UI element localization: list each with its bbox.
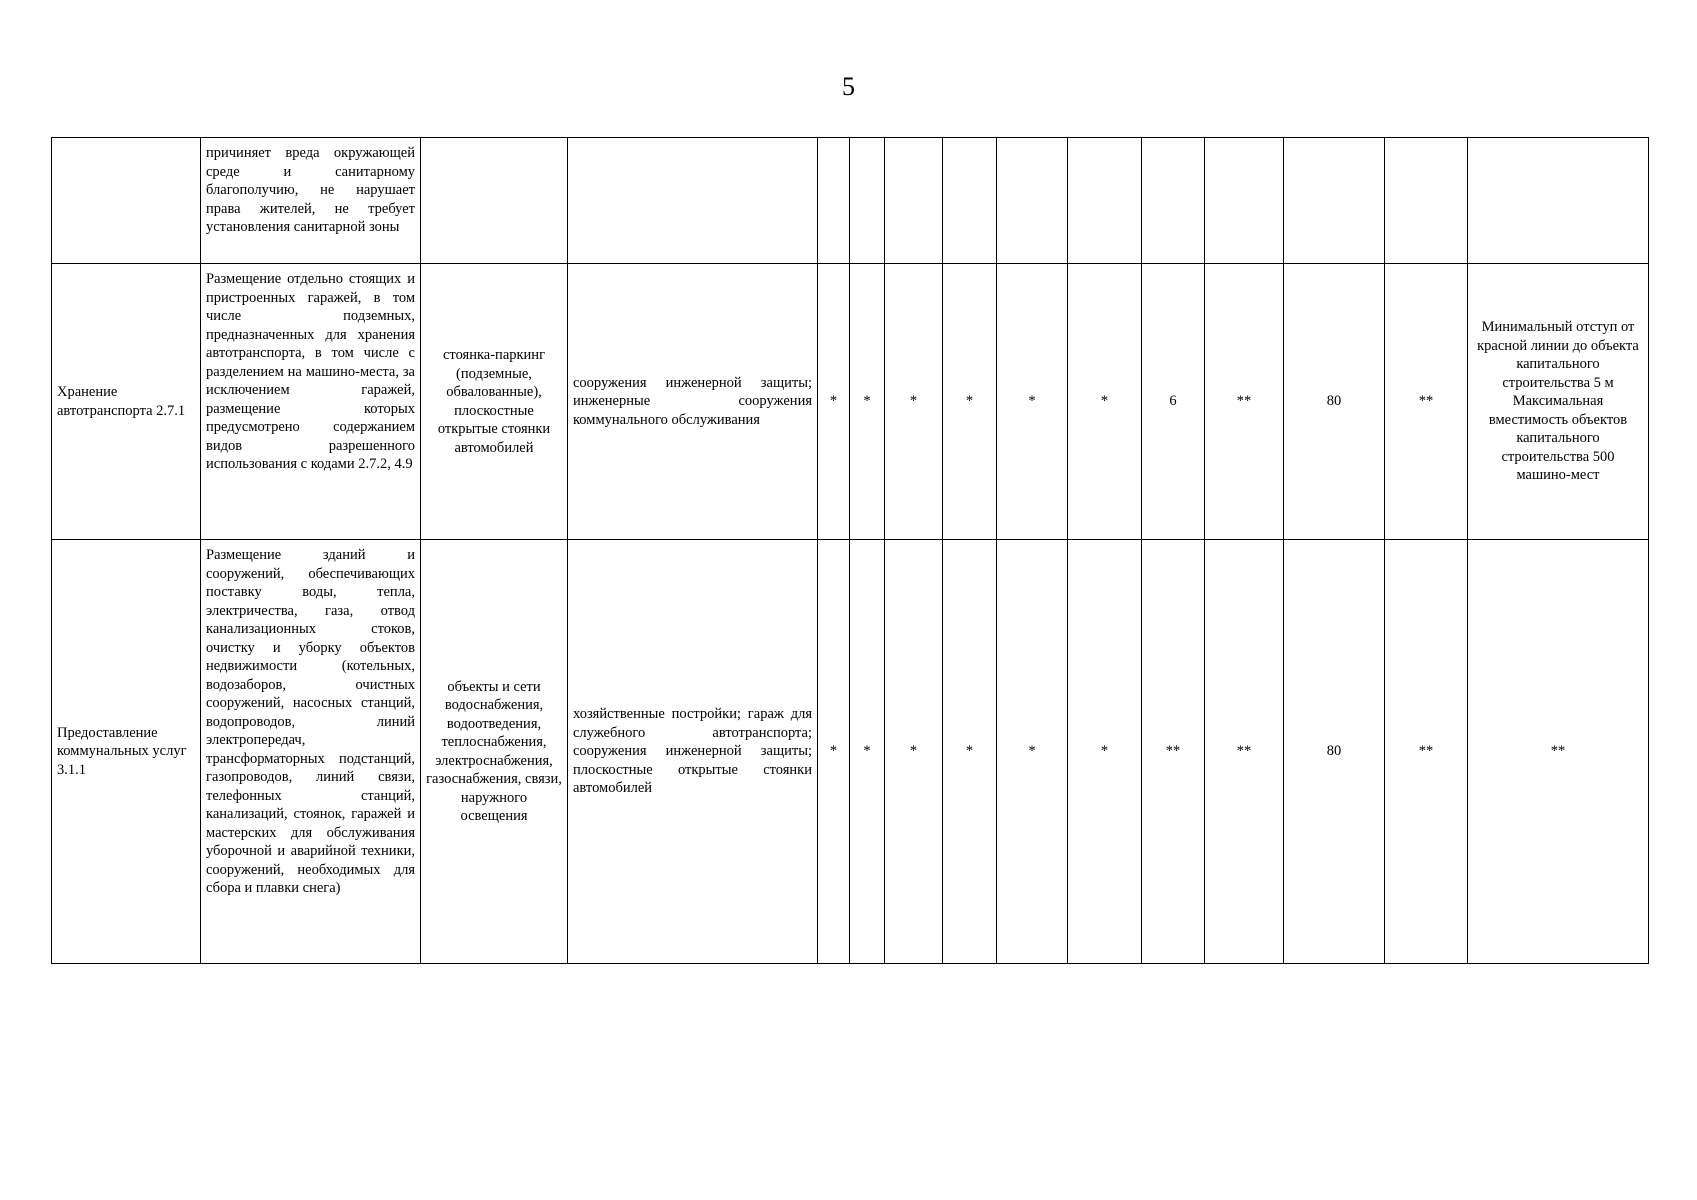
param-cell: * [850, 540, 885, 964]
param-cell: ** [1385, 540, 1468, 964]
param-cell [850, 138, 885, 264]
param-cell: * [885, 264, 943, 540]
table-row [52, 264, 1649, 540]
param-cell [885, 138, 943, 264]
capital-objects: объекты и сети водоснабжения, водоотведения, теплоснабжения, электроснабжения, газоснабжения, связи, наружного освещения [421, 540, 568, 964]
param-cell: * [1068, 540, 1142, 964]
zoning-regulations-table [51, 137, 1649, 964]
capital-objects: стоянка-паркинг (подземные, обвалованные), плоскостные открытые стоянки автомобилей [421, 264, 568, 540]
param-cell: * [997, 264, 1068, 540]
param-cell [943, 138, 997, 264]
use-type-name [52, 138, 201, 264]
notes-cell: Минимальный отступ от красной линии до объекта капитального строительства 5 м Максимальная вместимость объектов капитального строительства 500 машино-мест [1468, 264, 1649, 540]
param-cell [1385, 138, 1468, 264]
use-type-description: Размещение зданий и сооружений, обеспечивающих поставку воды, тепла, электричества, газа, отвод канализационных стоков, очистку и уборку объектов недвижимости (котельных, водозаборов, очистных сооружений, насосных станций, водопроводов, линий электропередач, трансформаторных подстанций, газопроводов, линий связи, телефонных станций, канализаций, стоянок, гаражей и мастерских для обслуживания уборочной и аварийной техники, сооружений, необходимых для сбора и плавки снега) [201, 540, 421, 964]
param-cell [818, 138, 850, 264]
use-type-description: причиняет вреда окружающей среде и санитарному благополучию, не нарушает права жителей, не требует установления санитарной зоны [201, 138, 421, 264]
notes-cell [1468, 138, 1649, 264]
param-cell: * [850, 264, 885, 540]
param-cell: 80 [1284, 540, 1385, 964]
page-number: 5 [842, 72, 855, 101]
param-cell: 80 [1284, 264, 1385, 540]
param-cell: ** [1385, 264, 1468, 540]
param-cell: * [943, 264, 997, 540]
param-cell [1205, 138, 1284, 264]
param-cell: * [1068, 264, 1142, 540]
param-cell: ** [1205, 540, 1284, 964]
auxiliary-uses: сооружения инженерной защиты; инженерные сооружения коммунального обслуживания [568, 264, 818, 540]
param-cell: * [818, 540, 850, 964]
param-cell: * [818, 264, 850, 540]
use-type-description: Размещение отдельно стоящих и пристроенных гаражей, в том числе подземных, предназначенных для хранения автотранспорта, в том числе с разделением на машино-места, за исключением гаражей, размещение которых предусмотрено содержанием видов разрешенного использования с кодами 2.7.2, 4.9 [201, 264, 421, 540]
use-type-name: Хранение автотранспорта 2.7.1 [52, 264, 201, 540]
auxiliary-uses [568, 138, 818, 264]
param-cell: ** [1142, 540, 1205, 964]
param-cell: ** [1205, 264, 1284, 540]
notes-cell: ** [1468, 540, 1649, 964]
param-cell [997, 138, 1068, 264]
param-cell: * [997, 540, 1068, 964]
param-cell: * [943, 540, 997, 964]
table-row [52, 540, 1649, 964]
param-cell: 6 [1142, 264, 1205, 540]
param-cell [1068, 138, 1142, 264]
table-row [52, 138, 1649, 264]
param-cell: * [885, 540, 943, 964]
capital-objects [421, 138, 568, 264]
use-type-name: Предоставление коммунальных услуг 3.1.1 [52, 540, 201, 964]
auxiliary-uses: хозяйственные постройки; гараж для служебного автотранспорта; сооружения инженерной защиты; плоскостные открытые стоянки автомобилей [568, 540, 818, 964]
param-cell [1142, 138, 1205, 264]
param-cell [1284, 138, 1385, 264]
